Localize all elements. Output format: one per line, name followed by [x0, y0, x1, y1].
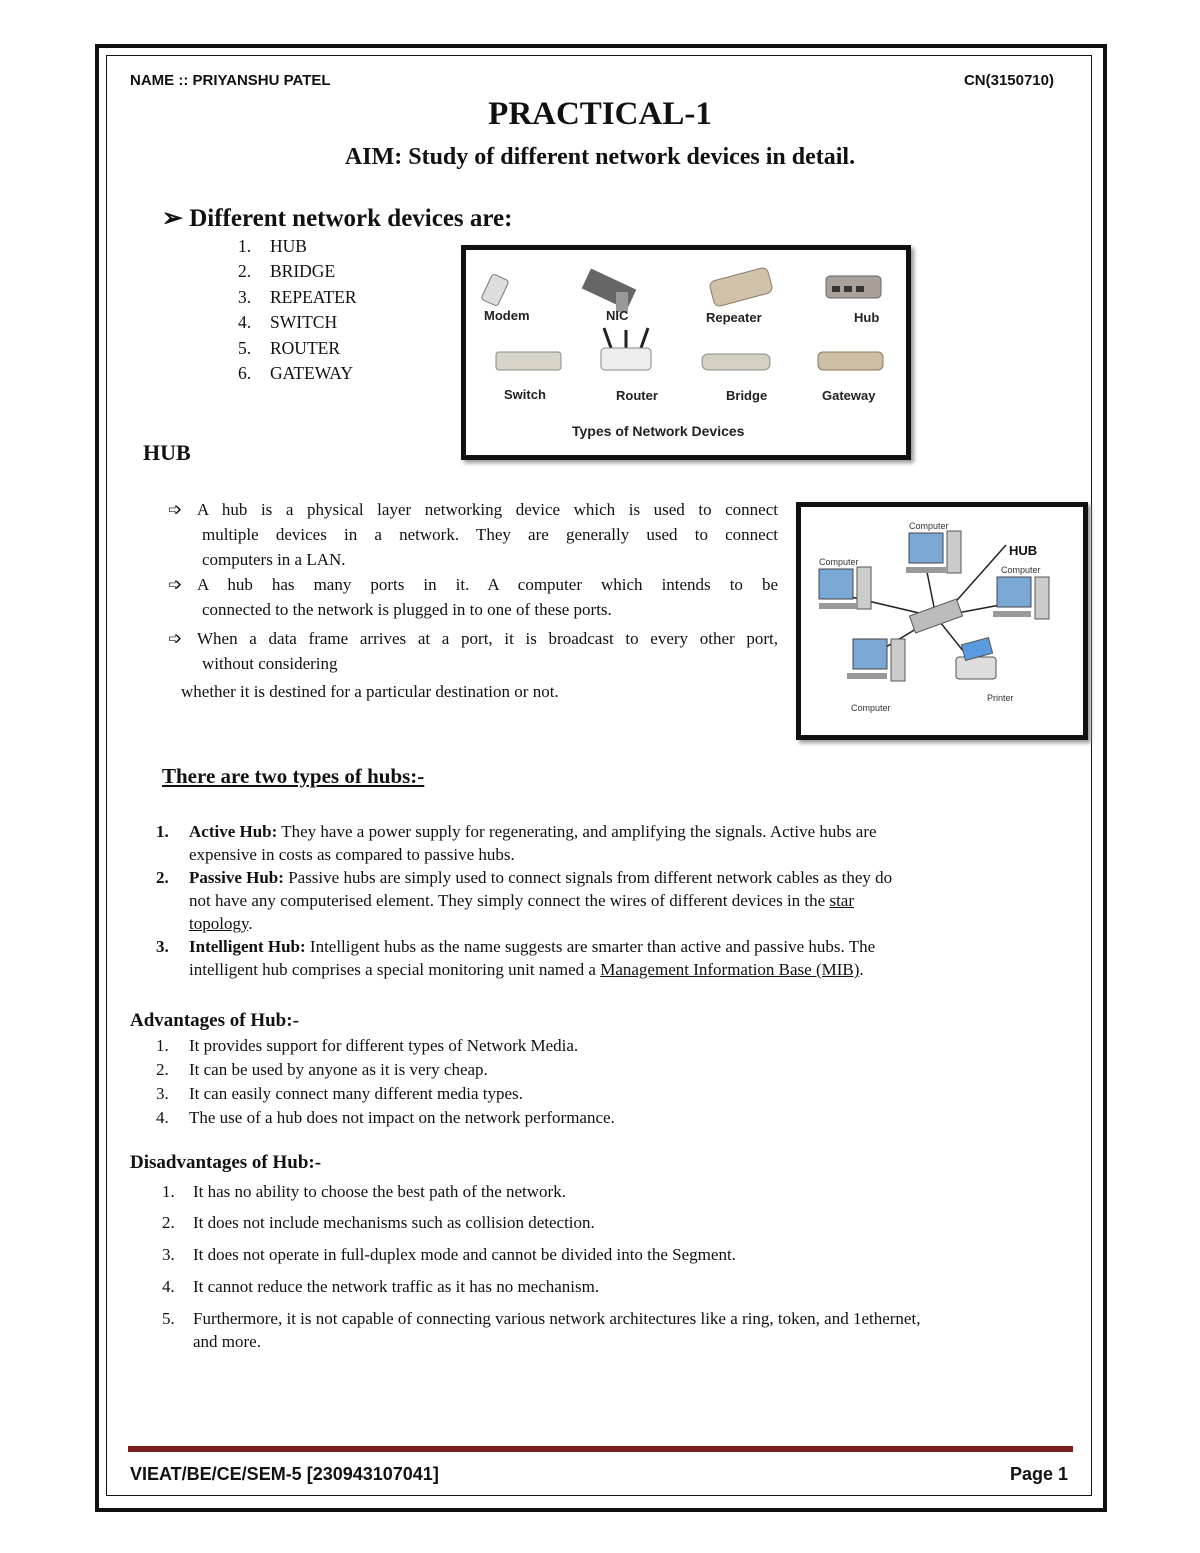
disadvantage-item	[162, 1245, 736, 1265]
advantage-text: It provides support for different types of Network Media.	[189, 1036, 579, 1055]
aim-text: AIM: Study of different network devices in detail.	[344, 144, 856, 170]
hub-figure-label: HUB	[1009, 543, 1038, 558]
hub-point-line: A hub has many ports in it. A computer which intends to be	[197, 575, 778, 594]
hub-point-line: multiple devices in a network. They are generally used to connect	[202, 525, 778, 544]
computer-label-left: Computer	[819, 557, 859, 567]
list-number: 3.	[238, 286, 252, 307]
devices-figure-caption: Types of Network Devices	[572, 423, 745, 439]
advantage-text: It can be used by anyone as it is very cheap.	[189, 1060, 488, 1079]
list-number: 1.	[238, 236, 252, 256]
disadvantage-text: Furthermore, it is not capable of connecting various network architectures like a ring, token, and 1ethernet,	[193, 1309, 921, 1328]
advantage-item	[156, 1108, 615, 1128]
computer-icon-right	[993, 577, 1049, 619]
disadvantage-item	[162, 1182, 566, 1202]
hub-type-active: 1. Active Hub: They have a power supply for regenerating, and amplifying the signals. Active hubs are expensive in costs as compared to passive hubs.	[156, 822, 877, 864]
computer-label-bottom: Computer	[851, 703, 891, 713]
course-code: CN(3150710)	[963, 72, 1054, 89]
hub-topology-image	[796, 502, 1088, 740]
disadvantages-heading: Disadvantages of Hub:-	[130, 1152, 322, 1173]
disadvantage-text: It does not include mechanisms such as collision detection.	[193, 1213, 595, 1232]
list-number: 4.	[162, 1277, 175, 1296]
disadvantage-text: It has no ability to choose the best path of the network.	[193, 1182, 566, 1201]
list-number: 2.	[162, 1213, 175, 1232]
router-icon	[601, 328, 651, 370]
hub-point	[168, 572, 778, 622]
gateway-icon	[818, 352, 883, 370]
disadvantage-text: It cannot reduce the network traffic as it has no mechanism.	[193, 1277, 600, 1296]
list-number: 2.	[238, 261, 252, 282]
device-label-router: Router	[616, 388, 658, 403]
arrow-bullet-icon: ➢	[162, 205, 183, 232]
device-label-gateway: Gateway	[822, 388, 876, 403]
device-name: HUB	[270, 236, 307, 256]
hub-point-line: without considering	[202, 654, 338, 673]
device-name: SWITCH	[270, 312, 338, 333]
arrow-bullet-icon: ➩	[168, 629, 183, 648]
printer-icon	[956, 638, 996, 679]
page-title: PRACTICAL-1	[488, 96, 712, 132]
device-list-item	[238, 338, 340, 359]
advantage-item	[156, 1084, 523, 1104]
computer-label-right: Computer	[1001, 565, 1041, 575]
hub-point-line: A hub is a physical layer networking device which is used to connect	[197, 500, 778, 519]
hub-point	[168, 497, 778, 572]
list-number: 3.	[162, 1245, 175, 1264]
switch-icon	[496, 352, 561, 370]
device-list-item	[238, 287, 357, 308]
repeater-icon	[709, 267, 774, 308]
hub-tail-text: whether it is destined for a particular destination or not.	[181, 682, 559, 701]
arrow-bullet-icon: ➩	[168, 500, 183, 519]
hub-point-line: computers in a LAN.	[202, 550, 346, 569]
arrow-bullet-icon: ➩	[168, 575, 183, 594]
list-number: 6.	[238, 363, 252, 383]
list-number: 5.	[238, 337, 252, 358]
list-number: 1.	[156, 1036, 169, 1055]
advantage-text: It can easily connect many different media types.	[189, 1084, 523, 1103]
topology-link[interactable]: topology	[189, 914, 249, 933]
device-list-item	[238, 261, 335, 282]
list-number: 1.	[162, 1182, 175, 1201]
mib-link[interactable]: Management Information Base (MIB)	[600, 960, 860, 979]
advantage-text: The use of a hub does not impact on the network performance.	[189, 1108, 615, 1127]
disadvantage-continuation: and more.	[193, 1332, 261, 1351]
computer-icon-bottom	[847, 639, 905, 681]
types-heading: There are two types of hubs:-	[162, 764, 425, 788]
computer-icon-left	[819, 567, 871, 609]
printer-label: Printer	[987, 693, 1014, 703]
device-label-repeater: Repeater	[706, 310, 762, 325]
device-name: GATEWAY	[270, 363, 353, 383]
footer-left: VIEAT/BE/CE/SEM-5 [230943107041]	[130, 1464, 439, 1484]
device-name: REPEATER	[270, 286, 357, 307]
list-number: 4.	[156, 1108, 169, 1127]
list-number: 2.	[156, 868, 169, 887]
computer-icon-top	[906, 531, 961, 573]
hub-topology-illustration	[801, 507, 1083, 735]
hub-point	[168, 626, 778, 676]
hub-device-center	[909, 599, 962, 633]
hub-point-line: When a data frame arrives at a port, it is broadcast to every other port,	[197, 629, 778, 648]
student-name: NAME :: PRIYANSHU PATEL	[130, 72, 331, 89]
list-number: 4.	[238, 312, 252, 333]
bridge-icon	[702, 354, 770, 370]
device-name: BRIDGE	[270, 261, 336, 282]
star-topology-link[interactable]: star	[829, 891, 854, 910]
modem-icon	[481, 274, 509, 307]
advantages-heading: Advantages of Hub:-	[130, 1010, 299, 1031]
hub-types-list	[150, 820, 1050, 981]
device-name: ROUTER	[270, 337, 340, 358]
hub-type-intelligent: 3. Intelligent Hub: Intelligent hubs as the name suggests are smarter than active and passive hubs. The intelligent hub comprises a special monitoring unit named a Management Information Base (MIB).	[156, 937, 876, 979]
disadvantage-text: It does not operate in full-duplex mode and cannot be divided into the Segment.	[193, 1245, 736, 1264]
device-list-item	[238, 236, 307, 257]
nic-icon	[582, 268, 637, 312]
hub-point-line: connected to the network is plugged in to one of these ports.	[202, 600, 612, 619]
disadvantage-item	[162, 1277, 599, 1297]
hub-type-passive: 2. Passive Hub: Passive hubs are simply used to connect signals from different network cables as they do not have any computerised element. They simply connect the wires of different devices in the star topology.	[156, 868, 893, 933]
footer-rule	[128, 1446, 1073, 1452]
device-label-bridge: Bridge	[726, 388, 768, 403]
footer-page-number: Page 1	[1009, 1464, 1068, 1484]
device-label-nic: NIC	[606, 308, 629, 323]
list-number: 3.	[156, 937, 169, 956]
device-label-hub: Hub	[854, 310, 880, 325]
computer-label-top: Computer	[909, 521, 949, 531]
list-number: 1.	[156, 822, 169, 841]
list-number: 3.	[156, 1084, 169, 1103]
disadvantage-item	[162, 1213, 595, 1233]
device-label-modem: Modem	[484, 308, 530, 323]
disadvantage-item	[162, 1309, 920, 1329]
device-label-switch: Switch	[504, 387, 546, 402]
advantage-item	[156, 1060, 488, 1080]
hub-heading: HUB	[143, 440, 191, 465]
device-list-item	[238, 363, 353, 384]
list-number: 5.	[162, 1309, 175, 1328]
hub-device-icon	[826, 276, 881, 298]
network-devices-image	[461, 245, 911, 460]
devices-heading: ➢ Different network devices are:	[162, 205, 513, 232]
device-list-item	[238, 312, 337, 333]
advantage-item	[156, 1036, 578, 1056]
list-number: 2.	[156, 1060, 169, 1079]
